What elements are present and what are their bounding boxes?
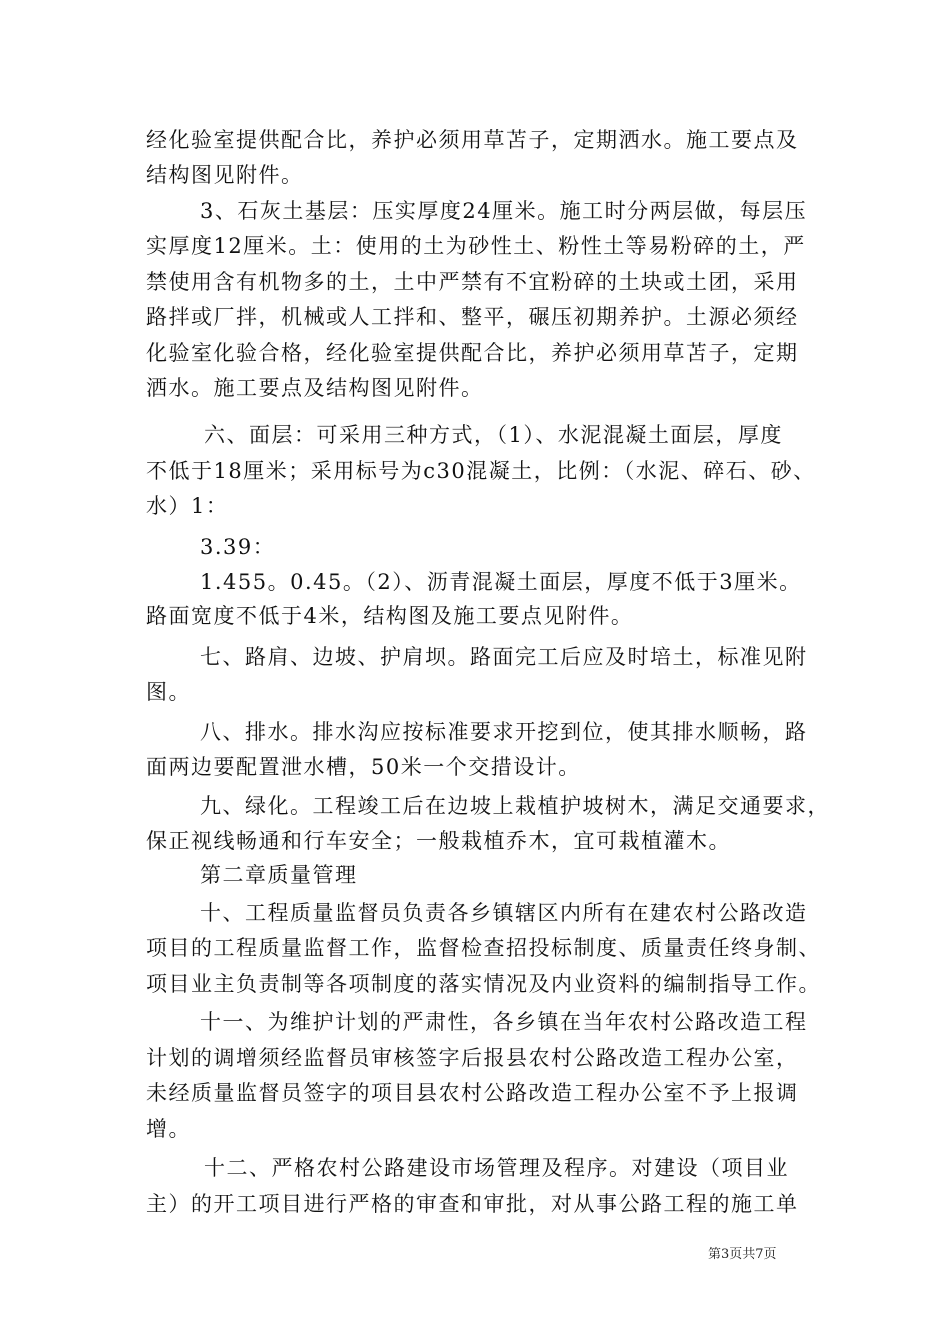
section-heading: 第二章质量管理 — [200, 863, 358, 887]
body-line: 主）的开工项目进行严格的审查和审批，对从事公路工程的施工单 — [146, 1192, 799, 1216]
body-line: 项目的工程质量监督工作，监督检查招投标制度、质量责任终身制、 — [146, 936, 821, 960]
body-line: 图。 — [146, 680, 191, 704]
body-line: 经化验室提供配合比，养护必须用草苫子，定期洒水。施工要点及 — [146, 128, 799, 152]
body-line: 十、工程质量监督员负责各乡镇辖区内所有在建农村公路改造 — [200, 901, 808, 925]
body-line: 化验室化验合格，经化验室提供配合比，养护必须用草苫子，定期 — [146, 341, 799, 365]
body-line: 六、面层：可采用三种方式，（1）、水泥混凝土面层，厚度 — [204, 423, 783, 447]
body-line: 路拌或厂拌，机械或人工拌和、整平，碾压初期养护。土源必须经 — [146, 305, 799, 329]
page-number-footer: 第3页共7页 — [708, 1247, 777, 1262]
body-line: 八、排水。排水沟应按标准要求开挖到位，使其排水顺畅，路 — [200, 720, 808, 744]
body-line: 十二、严格农村公路建设市场管理及程序。对建设（项目业 — [204, 1156, 789, 1180]
body-line: 水）1： — [146, 494, 229, 518]
body-line: 1.455。0.45。（2）、沥青混凝土面层，厚度不低于3厘米。 — [200, 570, 802, 594]
body-line: 九、绿化。工程竣工后在边坡上栽植护坡树木，满足交通要求， — [200, 794, 830, 818]
body-line: 结构图见附件。 — [146, 163, 304, 187]
body-line: 实厚度12厘米。土：使用的土为砂性土、粉性土等易粉碎的土，严 — [146, 234, 806, 258]
body-line: 未经质量监督员签字的项目县农村公路改造工程办公室不予上报调 — [146, 1081, 799, 1105]
body-line: 3.39： — [200, 535, 276, 559]
body-line: 十一、为维护计划的严肃性，各乡镇在当年农村公路改造工程 — [200, 1010, 808, 1034]
body-line: 路面宽度不低于4米，结构图及施工要点见附件。 — [146, 604, 634, 628]
body-line: 增。 — [146, 1117, 191, 1141]
body-line: 项目业主负责制等各项制度的落实情况及内业资料的编制指导工作。 — [146, 972, 821, 996]
body-line: 不低于18厘米；采用标号为c30混凝土，比例：（水泥、碎石、砂、 — [146, 459, 816, 483]
body-line: 面两边要配置泄水槽，50米一个交措设计。 — [146, 755, 581, 779]
body-line: 保正视线畅通和行车安全；一般栽植乔木，宜可栽植灌木。 — [146, 829, 731, 853]
body-line: 计划的调增须经监督员审核签字后报县农村公路改造工程办公室， — [146, 1046, 799, 1070]
body-line: 3、石灰土基层：压实厚度24厘米。施工时分两层做，每层压 — [200, 199, 808, 223]
body-line: 七、路肩、边坡、护肩坝。路面完工后应及时培土，标准见附 — [200, 645, 808, 669]
body-line: 洒水。施工要点及结构图见附件。 — [146, 376, 484, 400]
body-line: 禁使用含有机物多的土，土中严禁有不宜粉碎的土块或土团，采用 — [146, 270, 799, 294]
